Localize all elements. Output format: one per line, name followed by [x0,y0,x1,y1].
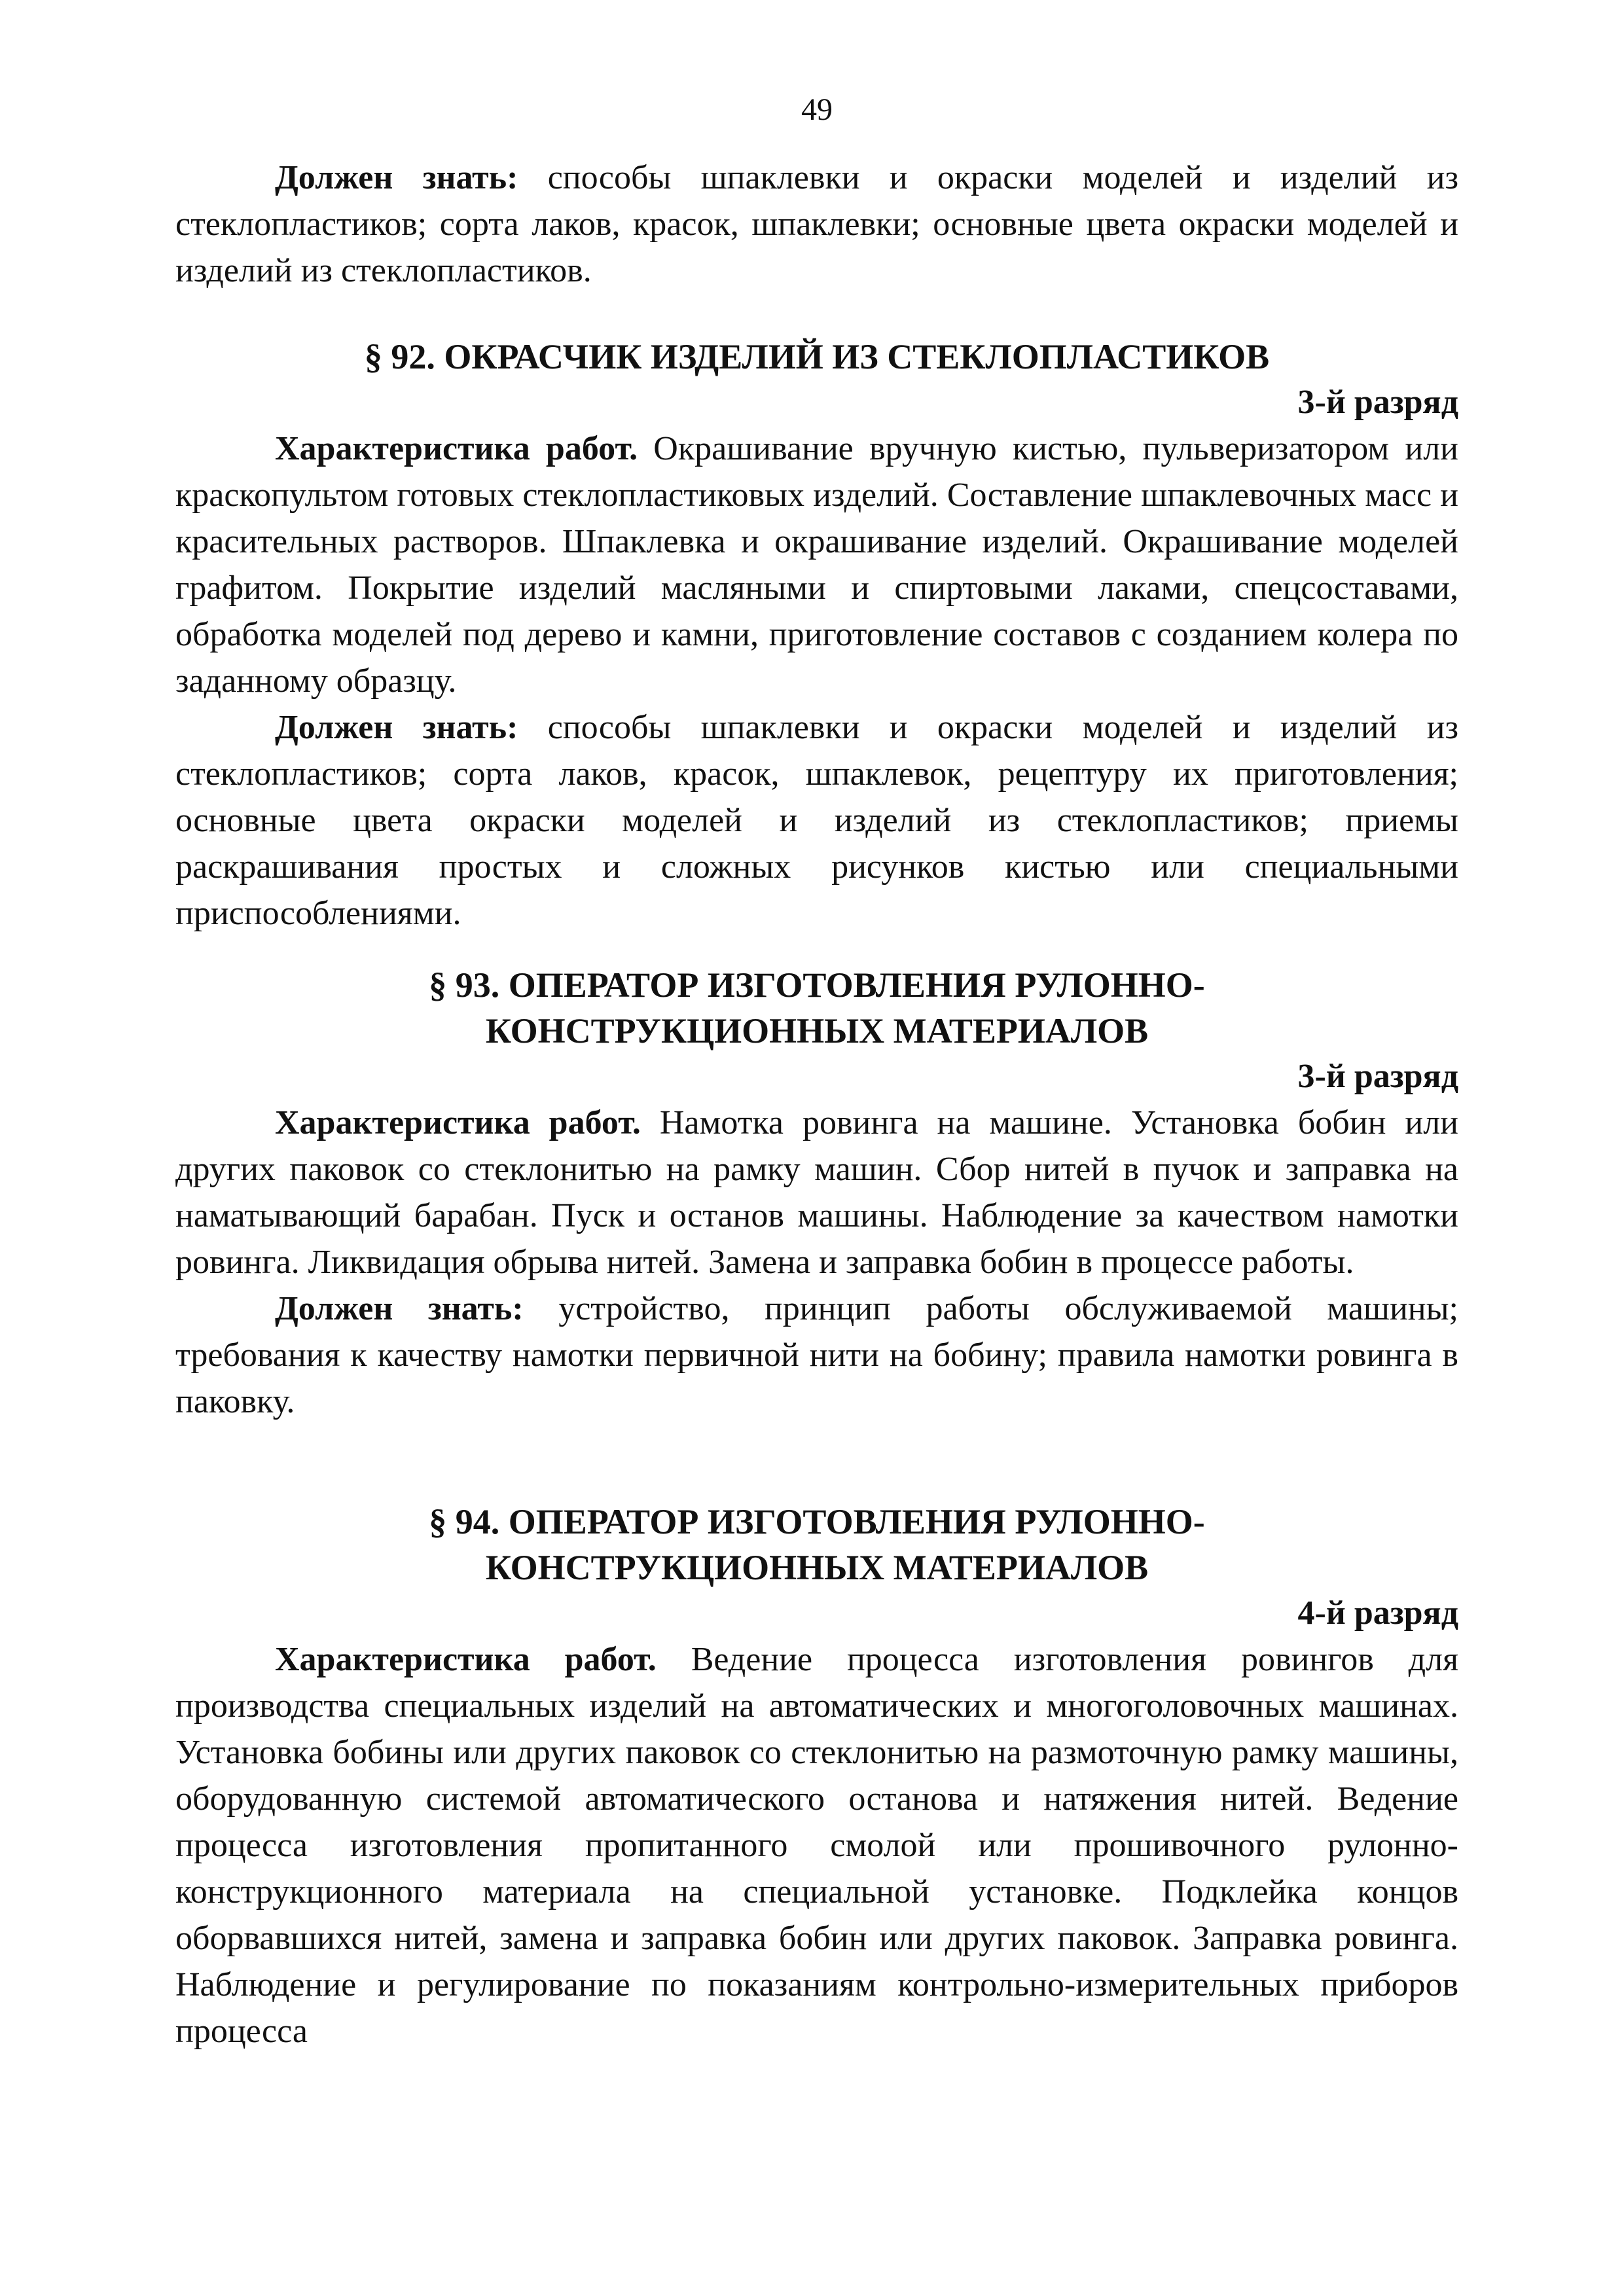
section-94-title-line-1: § 94. ОПЕРАТОР ИЗГОТОВЛЕНИЯ РУЛОННО- [429,1502,1205,1541]
section-92-knowledge-label: Должен знать: [275,709,518,746]
section-93-knowledge [175,1285,1458,1425]
section-94 [175,1499,1458,2054]
intro-paragraph [175,154,1458,294]
intro-text: способы шпаклевки и окраски моделей и изделий из стеклопластиков; сорта лаков, красок, шпаклевки; основные цвета окраски моделей и изделий из стеклопластиков. [175,159,1458,289]
section-93-characteristic-label: Характеристика работ. [275,1104,641,1141]
section-92-knowledge-text: способы шпаклевки и окраски моделей и изделий из стеклопластиков; сорта лаков, красок, шпаклевок, рецептуру их приготовления; основные цвета окраски моделей и изделий из стеклопластиков; приемы раскрашивания простых и сложных рисунков кистью или специальными приспособлениями. [175,709,1458,932]
section-94-rank: 4-й разряд [1297,1594,1458,1632]
section-92-characteristic-label: Характеристика работ. [275,430,638,467]
section-92-title [175,334,1458,380]
section-94-title-line-2: КОНСТРУКЦИОННЫХ МАТЕРИАЛОВ [485,1548,1149,1587]
document-page [175,0,1458,2296]
section-93-knowledge-label: Должен знать: [275,1290,524,1327]
section-94-title [175,1499,1458,1590]
section-93 [175,962,1458,1425]
section-92-characteristic [175,425,1458,704]
section-94-characteristic-label: Характеристика работ. [275,1641,657,1678]
section-93-title-line-1: § 93. ОПЕРАТОР ИЗГОТОВЛЕНИЯ РУЛОННО- [429,965,1205,1005]
section-93-title-line-2: КОНСТРУКЦИОННЫХ МАТЕРИАЛОВ [485,1011,1149,1050]
section-93-characteristic-text: Намотка ровинга на машине. Установка бобин или других паковок со стеклонитью на рамку машин. Сбор нитей в пучок и заправка на наматывающий барабан. Пуск и останов машины. Наблюдение за качеством намотки ровинга. Ликвидация обрыва нитей. Замена и заправка бобин в процессе работы. [175,1104,1458,1281]
intro-label: Должен знать: [275,159,518,196]
section-94-characteristic-text: Ведение процесса изготовления ровингов для производства специальных изделий на автоматических и многоголовочных машинах. Установка бобины или других паковок со стеклонитью на размоточную рамку машины, оборудованную системой автоматического останова и натяжения нитей. Ведение процесса изготовления пропитанного смолой или прошивочного рулонно-конструкционного материала на специальной установке. Подклейка концов оборвавшихся нитей, замена и заправка бобин или других паковок. Заправка ровинга. Наблюдение и регулирование по показаниям контрольно-измерительных приборов процесса [175,1641,1458,2050]
section-92-title-line-1: § 92. ОКРАСЧИК ИЗДЕЛИЙ ИЗ СТЕКЛОПЛАСТИКОВ [364,337,1270,376]
section-92-knowledge [175,704,1458,937]
intro-block [175,154,1458,294]
section-93-characteristic [175,1100,1458,1285]
section-93-knowledge-text: устройство, принцип работы обслуживаемой машины; требования к качеству намотки первичной нити на бобину; правила намотки ровинга в паковку. [175,1290,1458,1420]
section-92-rank: 3-й разряд [1297,384,1458,421]
section-94-characteristic [175,1636,1458,2054]
section-93-rank: 3-й разряд [1297,1058,1458,1095]
page-number: 49 [801,92,833,127]
section-93-title [175,962,1458,1054]
section-92 [175,334,1458,937]
section-92-characteristic-text: Окрашивание вручную кистью, пульверизатором или краскопультом готовых стеклопластиковых изделий. Составление шпаклевочных масс и красительных растворов. Шпаклевка и окрашивание изделий. Окрашивание моделей графитом. Покрытие изделий масляными и спиртовыми лаками, спецсоставами, обработка моделей под дерево и камни, приготовление составов с созданием колера по заданному образцу. [175,430,1458,700]
